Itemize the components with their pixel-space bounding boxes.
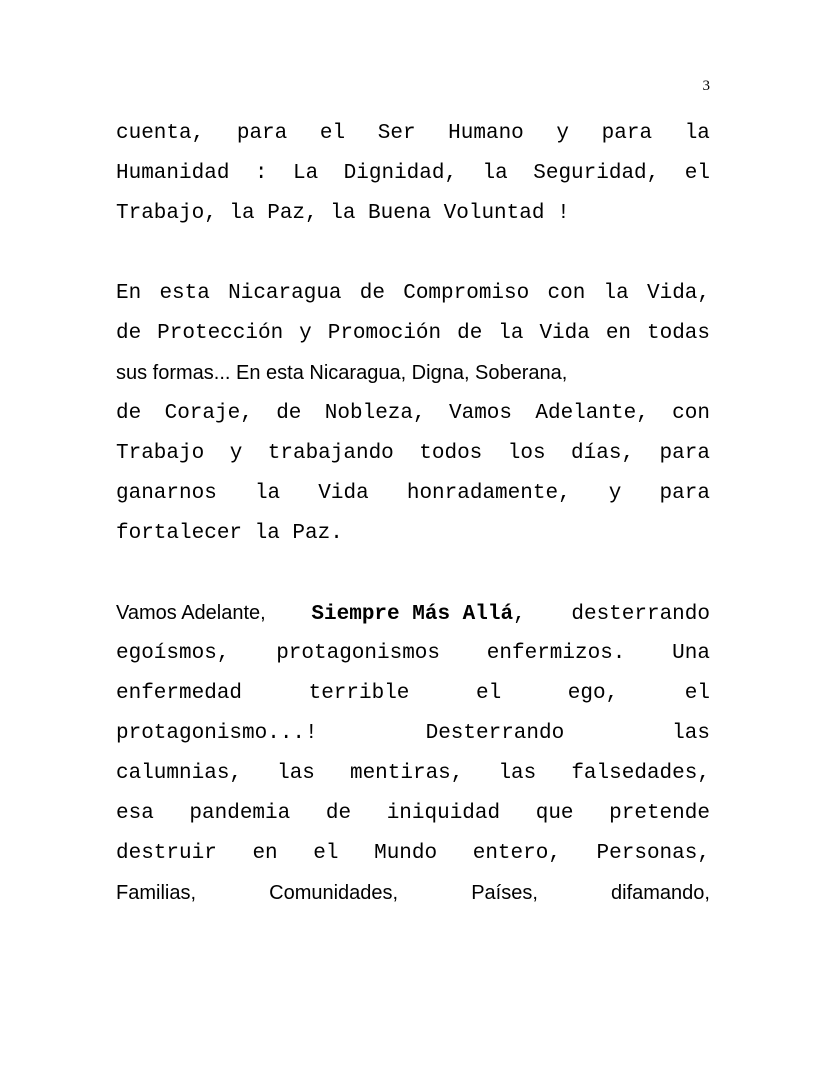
word: enfermizos. bbox=[486, 642, 626, 665]
line-text: Trabajo, la Paz, la Buena Voluntad ! bbox=[116, 202, 570, 225]
word: Dignidad, bbox=[343, 162, 458, 185]
word: Vida, bbox=[646, 282, 710, 305]
word: y bbox=[299, 322, 312, 345]
word: las bbox=[277, 762, 315, 785]
word: para bbox=[659, 442, 710, 465]
word: de bbox=[116, 402, 142, 425]
word: enfermedad bbox=[116, 682, 243, 705]
word: Vida bbox=[539, 322, 590, 345]
paragraph-2-line-1 bbox=[116, 282, 710, 322]
word: pandemia bbox=[189, 802, 291, 825]
paragraph-1-line-3 bbox=[116, 202, 710, 242]
word: los bbox=[507, 442, 546, 465]
comma: , bbox=[513, 603, 526, 626]
emphasis-text: Siempre Más Allá bbox=[311, 603, 514, 626]
word: todas bbox=[646, 322, 710, 345]
word: Nobleza, bbox=[324, 402, 426, 425]
word: Coraje, bbox=[164, 402, 253, 425]
word: esta bbox=[159, 282, 210, 305]
word: honradamente, bbox=[406, 482, 571, 505]
word: en bbox=[605, 322, 632, 345]
word: calumnias, bbox=[116, 762, 243, 785]
paragraph-1-line-2 bbox=[116, 162, 710, 202]
page-number: 3 bbox=[702, 78, 710, 94]
word: para bbox=[601, 122, 653, 145]
paragraph-2-line-3 bbox=[116, 362, 710, 402]
word: Protección bbox=[157, 322, 284, 345]
word: de bbox=[276, 402, 302, 425]
word: la bbox=[603, 282, 629, 305]
word: Ser bbox=[377, 122, 416, 145]
word: Vida bbox=[318, 482, 369, 505]
word: difamando, bbox=[611, 882, 710, 904]
word: y bbox=[608, 482, 622, 505]
word: con bbox=[547, 282, 586, 305]
word: falsedades, bbox=[571, 762, 710, 785]
word: : bbox=[254, 162, 268, 185]
line-text: fortalecer la Paz. bbox=[116, 522, 343, 545]
word: todos bbox=[419, 442, 483, 465]
paragraph-3-line-3 bbox=[116, 682, 710, 722]
paragraph-3-line-2 bbox=[116, 642, 710, 682]
word: la bbox=[254, 482, 281, 505]
paragraph-3-line-8 bbox=[116, 882, 710, 922]
paragraph-3-line-5 bbox=[116, 762, 710, 802]
word: Nicaragua bbox=[228, 282, 342, 305]
word: Humano bbox=[448, 122, 524, 145]
word: En bbox=[116, 282, 142, 305]
word: La bbox=[292, 162, 319, 185]
word: para bbox=[236, 122, 288, 145]
word: y bbox=[229, 442, 243, 465]
word: Países, bbox=[471, 882, 538, 904]
paragraph-3-line-1 bbox=[116, 602, 710, 642]
word: desterrando bbox=[571, 603, 710, 626]
word: de bbox=[359, 282, 385, 305]
line-text: sus formas... En esta Nicaragua, Digna, Soberana, bbox=[116, 362, 568, 384]
word: mentiras, bbox=[349, 762, 464, 785]
word: ego, bbox=[567, 682, 619, 705]
paragraph-2-line-4 bbox=[116, 402, 710, 442]
word: el bbox=[684, 682, 710, 705]
word: Personas, bbox=[596, 842, 710, 865]
word: cuenta, bbox=[116, 122, 205, 145]
paragraph-3-line-6 bbox=[116, 802, 710, 842]
word: el bbox=[684, 162, 710, 185]
paragraph-2-line-6 bbox=[116, 482, 710, 522]
word: entero, bbox=[472, 842, 561, 865]
word: de bbox=[325, 802, 352, 825]
word: iniquidad bbox=[386, 802, 501, 825]
paragraph-2-line-5 bbox=[116, 442, 710, 482]
word: y bbox=[556, 122, 570, 145]
word: ganarnos bbox=[116, 482, 217, 505]
word: protagonismos bbox=[276, 642, 441, 665]
word: las bbox=[672, 722, 710, 745]
word: Comunidades, bbox=[269, 882, 399, 904]
word: de bbox=[457, 322, 483, 345]
word: Compromiso bbox=[403, 282, 530, 305]
word: trabajando bbox=[267, 442, 394, 465]
paragraph-3-line-4 bbox=[116, 722, 710, 762]
word: Mundo bbox=[374, 842, 438, 865]
word: Una bbox=[672, 642, 710, 665]
word: el bbox=[313, 842, 339, 865]
paragraph-2-line-7 bbox=[116, 522, 710, 562]
paragraph-3-line-7 bbox=[116, 842, 710, 882]
word: destruir bbox=[116, 842, 217, 865]
word: la bbox=[498, 322, 524, 345]
word: Trabajo bbox=[116, 442, 205, 465]
word: la bbox=[684, 122, 710, 145]
word: protagonismo...! bbox=[116, 722, 318, 745]
word: el bbox=[319, 122, 346, 145]
word: las bbox=[498, 762, 537, 785]
word: Seguridad, bbox=[533, 162, 660, 185]
word: Humanidad bbox=[116, 162, 230, 185]
word: Vamos bbox=[448, 402, 512, 425]
word: Promoción bbox=[327, 322, 442, 345]
word: el bbox=[475, 682, 502, 705]
word: Desterrando bbox=[425, 722, 565, 745]
word: pretende bbox=[609, 802, 710, 825]
line-text: Vamos Adelante, bbox=[116, 602, 266, 624]
word: con bbox=[672, 402, 710, 425]
word: para bbox=[659, 482, 710, 505]
word: que bbox=[535, 802, 574, 825]
word: egoísmos, bbox=[116, 642, 230, 665]
word: terrible bbox=[308, 682, 410, 705]
word: en bbox=[252, 842, 278, 865]
paragraph-1-line-1 bbox=[116, 122, 710, 162]
word: la bbox=[482, 162, 508, 185]
word: esa bbox=[116, 802, 154, 825]
word: Adelante, bbox=[535, 402, 649, 425]
word: días, bbox=[571, 442, 635, 465]
paragraph-2-line-2 bbox=[116, 322, 710, 362]
word: de bbox=[116, 322, 142, 345]
word: Familias, bbox=[116, 882, 197, 904]
